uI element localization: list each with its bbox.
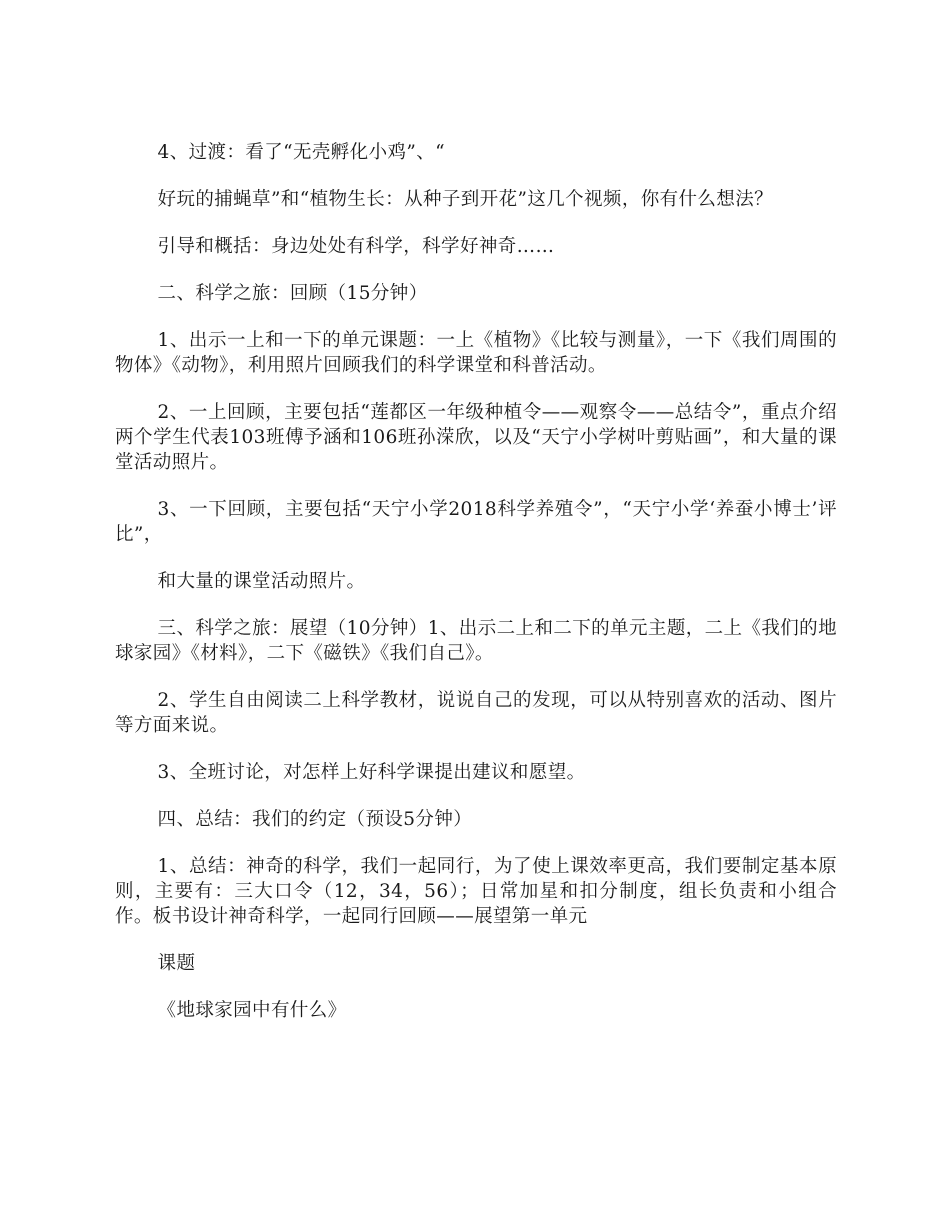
- document-body: [115, 140, 837, 1045]
- paragraph: 2、学生自由阅读二上科学教材，说说自己的发现，可以从特别喜欢的活动、图片等方面来说。: [115, 690, 837, 736]
- paragraph: 1、总结：神奇的科学，我们一起同行，为了使上课效率更高，我们要制定基本原则，主要有：三大口令（12，34，56）；日常加星和扣分制度，组长负责和小组合作。板书设计神奇科学，一起同行回顾——展望第一单元: [115, 856, 837, 927]
- paragraph: 《地球家园中有什么》: [157, 1000, 347, 1021]
- section-heading: 二、科学之旅：回顾（15分钟）: [157, 283, 428, 304]
- paragraph: 和大量的课堂活动照片。: [157, 571, 366, 592]
- paragraph: 1、出示一上和一下的单元课题：一上《植物》《比较与测量》，一下《我们周围的物体》《动物》，利用照片回顾我们的科学课堂和科普活动。: [115, 330, 837, 376]
- paragraph: 3、一下回顾，主要包括“天宁小学2018科学养殖令”，“天宁小学‘养蚕小博士’评比”，: [115, 499, 837, 545]
- section-heading: 三、科学之旅：展望（10分钟）1、出示二上和二下的单元主题，二上《我们的地球家园》《材料》，二下《磁铁》《我们自己》。: [115, 618, 837, 664]
- paragraph: 引导和概括：身边处处有科学，科学好神奇……: [157, 236, 555, 257]
- paragraph: 好玩的捕蝇草”和“植物生长：从种子到开花”这几个视频，你有什么想法？: [157, 189, 774, 210]
- paragraph: 4、过渡：看了“无壳孵化小鸡”、“: [157, 142, 445, 163]
- paragraph: 2、一上回顾，主要包括“莲都区一年级种植令——观察令——总结令”，重点介绍两个学生代表103班傅予涵和106班孙溁欣，以及“天宁小学树叶剪贴画”，和大量的课堂活动照片。: [115, 402, 837, 473]
- section-heading: 四、总结：我们的约定（预设5分钟）: [157, 809, 473, 830]
- paragraph: 课题: [157, 953, 196, 974]
- paragraph: 3、全班讨论，对怎样上好科学课提出建议和愿望。: [157, 762, 586, 783]
